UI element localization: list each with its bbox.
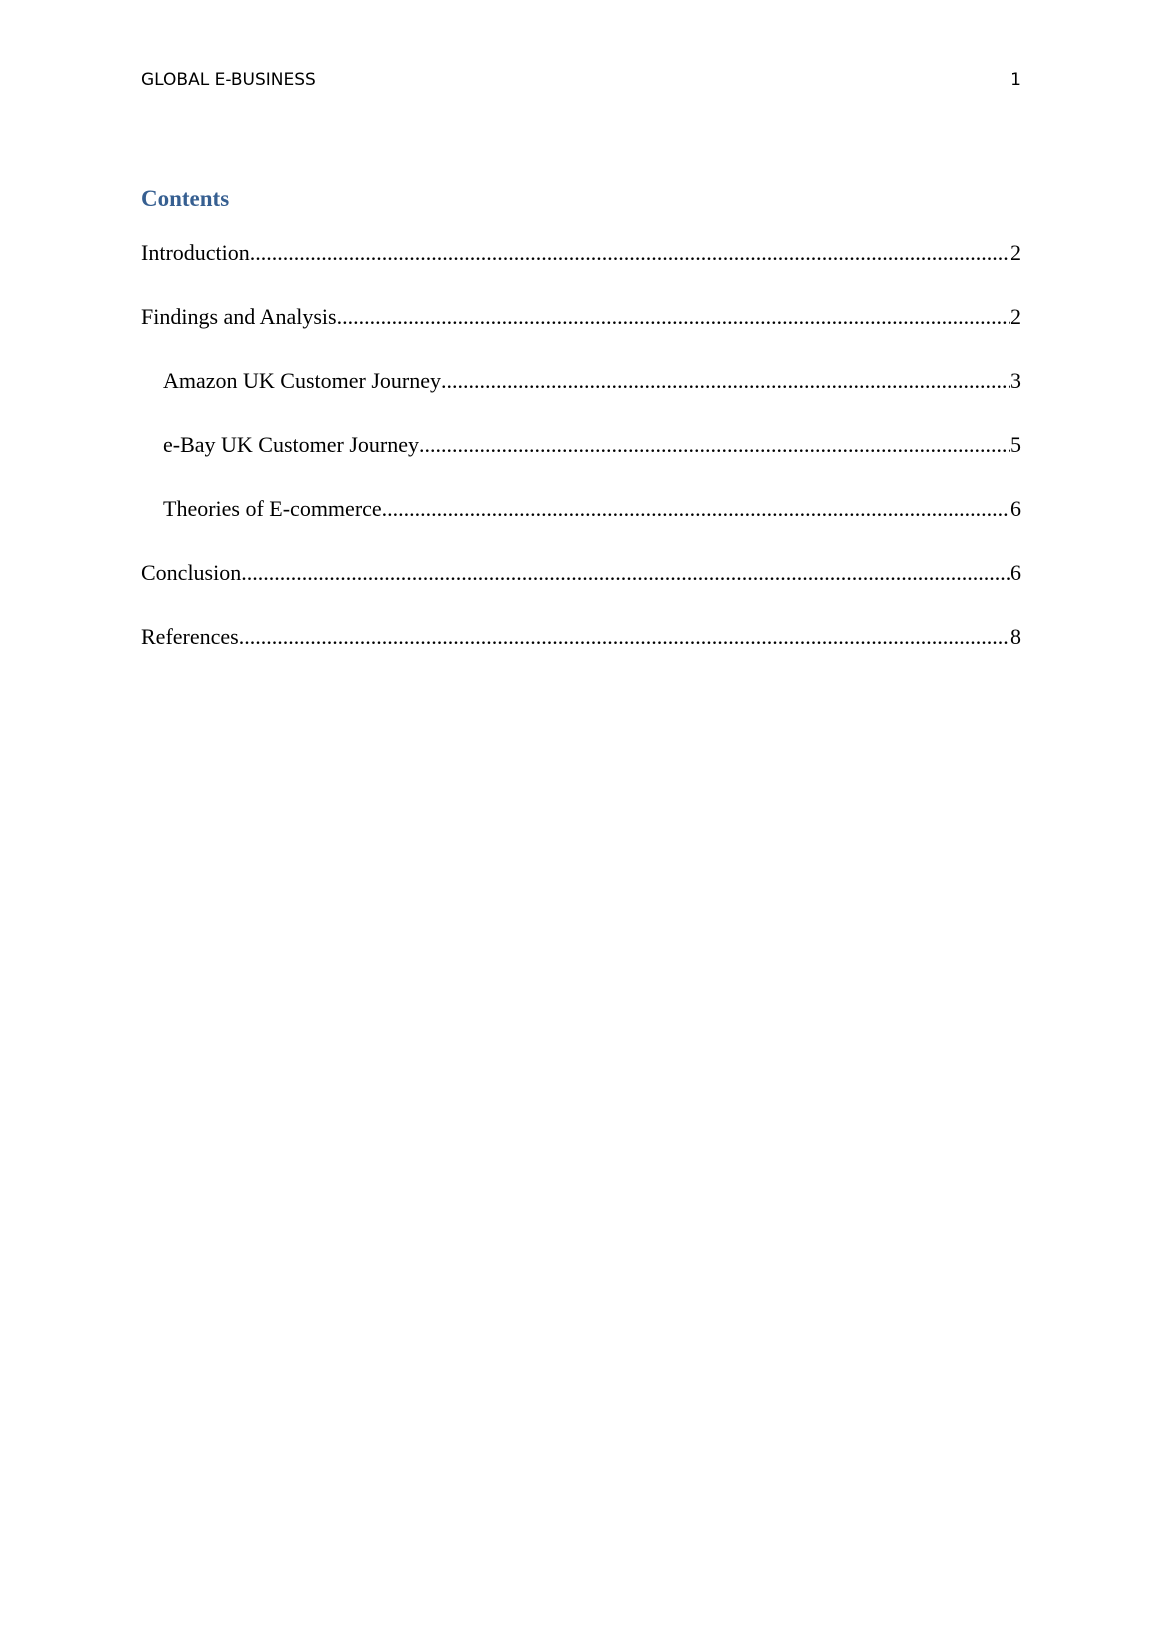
toc-entry-conclusion[interactable] — [141, 560, 1021, 624]
toc-entry-page: 6 — [1010, 560, 1021, 585]
table-of-contents — [141, 240, 1021, 688]
toc-dot-leader — [241, 560, 1010, 586]
toc-dot-leader — [239, 624, 1010, 650]
toc-entry-page: 5 — [1010, 432, 1021, 457]
toc-entry-page: 6 — [1010, 496, 1021, 521]
toc-entry-amazon-uk-customer-journey[interactable] — [141, 368, 1021, 432]
toc-entry-theories-of-ecommerce[interactable] — [141, 496, 1021, 560]
toc-entry-title: Conclusion — [141, 560, 242, 585]
toc-entry-page: 3 — [1010, 368, 1021, 393]
toc-entry-introduction[interactable] — [141, 240, 1021, 304]
toc-entry-findings-and-analysis[interactable] — [141, 304, 1021, 368]
page-number: 1 — [1010, 70, 1021, 90]
running-title: GLOBAL E-BUSINESS — [141, 70, 316, 90]
toc-entry-title: Introduction — [141, 240, 250, 265]
toc-entry-title: References — [141, 624, 239, 649]
toc-dot-leader — [382, 496, 1010, 522]
toc-heading: Contents — [141, 186, 230, 211]
toc-entry-page: 2 — [1010, 240, 1021, 265]
toc-dot-leader — [250, 240, 1010, 266]
toc-entry-references[interactable] — [141, 624, 1021, 688]
toc-entry-title: e-Bay UK Customer Journey — [163, 432, 420, 457]
toc-dot-leader — [441, 368, 1010, 394]
toc-dot-leader — [337, 304, 1010, 330]
toc-entry-title: Findings and Analysis — [141, 304, 337, 329]
toc-entry-ebay-uk-customer-journey[interactable] — [141, 432, 1021, 496]
page-header — [141, 70, 1021, 94]
toc-entry-title: Theories of E-commerce — [163, 496, 382, 521]
toc-dot-leader — [419, 432, 1010, 458]
toc-entry-page: 2 — [1010, 304, 1021, 329]
toc-entry-title: Amazon UK Customer Journey — [163, 368, 442, 393]
toc-entry-page: 8 — [1010, 624, 1021, 649]
